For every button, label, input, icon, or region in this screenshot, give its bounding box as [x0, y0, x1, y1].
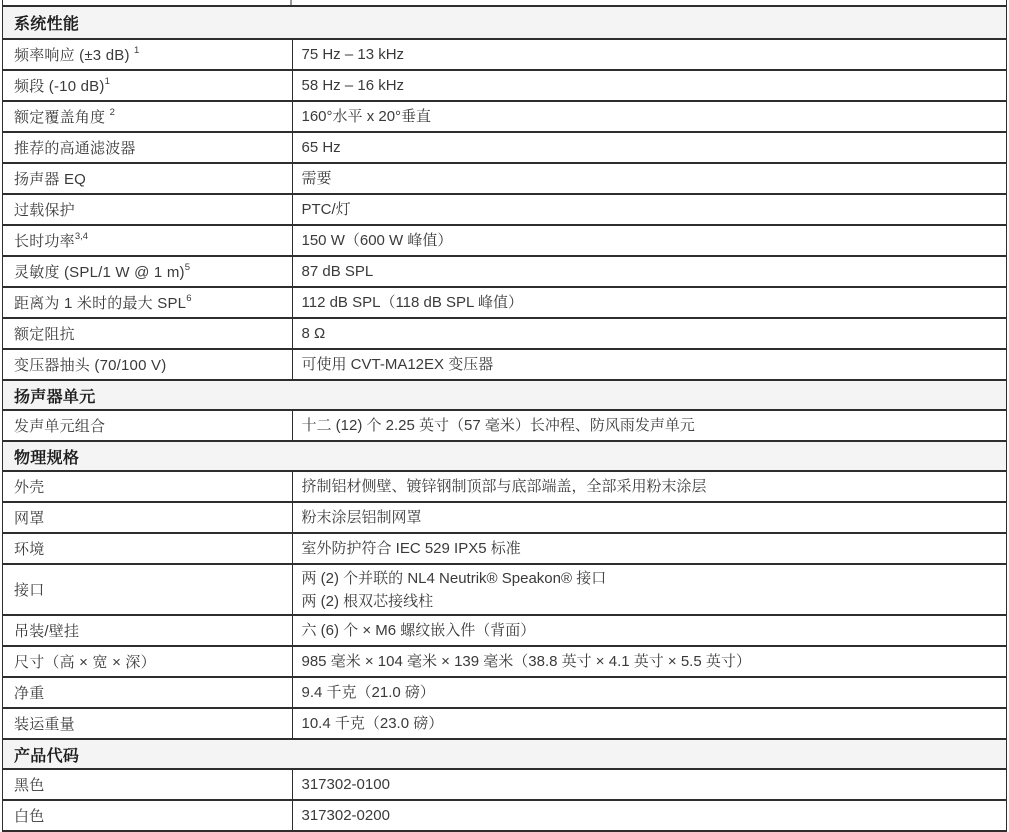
spec-label-cell: [3, 288, 293, 317]
spec-row: [3, 614, 1006, 645]
spec-row: [3, 38, 1006, 69]
spec-label: 频段 (-10 dB)$^1$: [14, 76, 110, 95]
spec-table: [2, 0, 1007, 832]
spec-label: 长时功率$^{3,4}$: [14, 231, 89, 250]
spec-value: 室外防护符合 IEC 529 IPX5 标准: [301, 540, 521, 557]
section-title: 物理规格: [14, 449, 80, 467]
spec-label-cell: [3, 616, 293, 645]
spec-value-cell: [293, 678, 1007, 707]
spec-value-cell: [293, 472, 1007, 501]
section-header-row: [3, 440, 1006, 470]
spec-label-cell: [3, 411, 293, 440]
spec-label: 过载保护: [14, 202, 75, 219]
spec-value: 112 dB SPL（118 dB SPL 峰值）: [301, 294, 524, 311]
spec-value-cell: [293, 565, 1007, 614]
spec-label-cell: [3, 472, 293, 501]
spec-value-cell: [293, 503, 1007, 532]
spec-label: 黑色: [14, 777, 45, 794]
spec-label: 净重: [14, 685, 45, 702]
spec-value-cell: [293, 257, 1007, 286]
spec-value: 需要: [301, 170, 332, 187]
spec-value-cell: [293, 350, 1007, 379]
spec-row: [3, 532, 1006, 563]
spec-row: [3, 409, 1006, 440]
spec-label: 变压器抽头 (70/100 V): [14, 357, 167, 374]
spec-value-cell: [293, 616, 1007, 645]
spec-value: 十二 (12) 个 2.25 英寸（57 毫米）长冲程、防风雨发声单元: [301, 417, 695, 434]
spec-value: 两 (2) 个并联的 NL4 Neutrik® Speakon® 接口: [301, 569, 607, 587]
spec-label: 白色: [14, 808, 45, 825]
spec-row: [3, 255, 1006, 286]
spec-label-cell: [3, 503, 293, 532]
spec-row: [3, 563, 1006, 614]
spec-label: 灵敏度 (SPL/1 W @ 1 m)$^5$: [14, 262, 191, 281]
spec-value-cell: [293, 195, 1007, 224]
spec-row: [3, 799, 1006, 830]
spec-value-cell: [293, 709, 1007, 738]
spec-value-cell: [293, 411, 1007, 440]
spec-label: 环境: [14, 541, 45, 558]
spec-row: [3, 317, 1006, 348]
spec-value-cell: [293, 226, 1007, 255]
spec-value-cell: [293, 71, 1007, 100]
spec-value-cell: [293, 534, 1007, 563]
spec-label-cell: [3, 226, 293, 255]
spec-value: 160°水平 x 20°垂直: [301, 108, 432, 125]
spec-value-cell: [293, 770, 1007, 799]
spec-row: [3, 286, 1006, 317]
spec-value: 985 毫米 × 104 毫米 × 139 毫米（38.8 英寸 × 4.1 英寸 × 5.5 英寸）: [301, 653, 751, 670]
spec-value: 65 Hz: [301, 139, 341, 156]
spec-row: [3, 224, 1006, 255]
spec-row: [3, 131, 1006, 162]
footnote-ref: 1: [134, 45, 140, 56]
spec-row: [3, 193, 1006, 224]
spec-label: 距离为 1 米时的最大 SPL$^6$: [14, 293, 192, 312]
spec-value-cell: [293, 319, 1007, 348]
spec-label-cell: [3, 40, 293, 69]
spec-label: 网罩: [14, 510, 45, 527]
spec-label-cell: [3, 102, 293, 131]
section-header-row: [3, 5, 1006, 38]
spec-value: 317302-0200: [301, 807, 390, 824]
footnote-ref: 5: [184, 262, 191, 273]
spec-row: [3, 501, 1006, 532]
spec-label-cell: [3, 801, 293, 830]
spec-label-cell: [3, 133, 293, 162]
spec-row: [3, 470, 1006, 501]
previous-row-fragment: [3, 0, 1006, 5]
spec-label: 装运重量: [14, 716, 75, 733]
section-header-row: [3, 738, 1006, 768]
section-title: 扬声器单元: [14, 388, 96, 406]
spec-value: 9.4 千克（21.0 磅）: [301, 684, 435, 701]
spec-value-cell: [293, 102, 1007, 131]
spec-value: 可使用 CVT-MA12EX 变压器: [301, 356, 494, 373]
spec-row: [3, 100, 1006, 131]
spec-value: 10.4 千克（23.0 磅）: [301, 715, 444, 732]
spec-value-cell: [293, 40, 1007, 69]
spec-label: 额定阻抗: [14, 326, 75, 343]
spec-label: 推荐的高通滤波器: [14, 140, 136, 157]
spec-row: [3, 707, 1006, 738]
spec-row: [3, 768, 1006, 799]
spec-value: PTC/灯: [301, 201, 351, 218]
spec-value: 两 (2) 根双芯接线柱: [301, 592, 434, 610]
spec-label-cell: [3, 319, 293, 348]
spec-label-cell: [3, 565, 293, 614]
spec-value: 58 Hz – 16 kHz: [301, 77, 405, 94]
spec-label: 额定覆盖角度 $^2$: [14, 107, 115, 126]
spec-value-cell: [293, 133, 1007, 162]
footnote-ref: 1: [104, 76, 110, 87]
spec-label-cell: [3, 678, 293, 707]
spec-label: 频率响应 (±3 dB) $^1$: [14, 45, 140, 64]
spec-value: 150 W（600 W 峰值）: [301, 232, 453, 249]
spec-label-cell: [3, 534, 293, 563]
spec-label: 外壳: [14, 479, 45, 496]
spec-label-cell: [3, 195, 293, 224]
spec-row: [3, 645, 1006, 676]
spec-label-cell: [3, 164, 293, 193]
section-title: 系统性能: [14, 16, 80, 33]
spec-value: 87 dB SPL: [301, 263, 374, 280]
spec-value-cell: [293, 288, 1007, 317]
spec-label: 发声单元组合: [14, 418, 106, 435]
spec-value: 8 Ω: [301, 325, 326, 342]
spec-value: 挤制铝材侧壁、镀锌钢制顶部与底部端盖，全部采用粉末涂层: [301, 478, 707, 495]
spec-label-cell: [3, 71, 293, 100]
spec-label-cell: [3, 770, 293, 799]
spec-value: 六 (6) 个 × M6 螺纹嵌入件（背面）: [301, 622, 536, 639]
spec-value-cell: [293, 801, 1007, 830]
spec-label-cell: [3, 647, 293, 676]
spec-label: 扬声器 EQ: [14, 171, 87, 188]
spec-row: [3, 69, 1006, 100]
spec-value: 粉末涂层铝制网罩: [301, 509, 422, 526]
section-header-row: [3, 379, 1006, 409]
spec-label-cell: [3, 257, 293, 286]
footnote-ref: 2: [109, 107, 115, 118]
spec-value-cell: [293, 647, 1007, 676]
spec-label-cell: [3, 709, 293, 738]
spec-row: [3, 162, 1006, 193]
spec-label: 吊装/壁挂: [14, 623, 80, 640]
footnote-ref: 6: [186, 293, 192, 304]
spec-row: [3, 676, 1006, 707]
spec-label-cell: [3, 350, 293, 379]
footnote-ref: 3,4: [74, 231, 89, 242]
spec-value: 75 Hz – 13 kHz: [301, 46, 405, 63]
spec-value-cell: [293, 164, 1007, 193]
spec-row: [3, 348, 1006, 379]
spec-value: 317302-0100: [301, 776, 390, 793]
section-title: 产品代码: [14, 747, 80, 765]
spec-label: 接口: [14, 582, 45, 599]
spec-label: 尺寸（高 × 宽 × 深）: [14, 654, 156, 671]
